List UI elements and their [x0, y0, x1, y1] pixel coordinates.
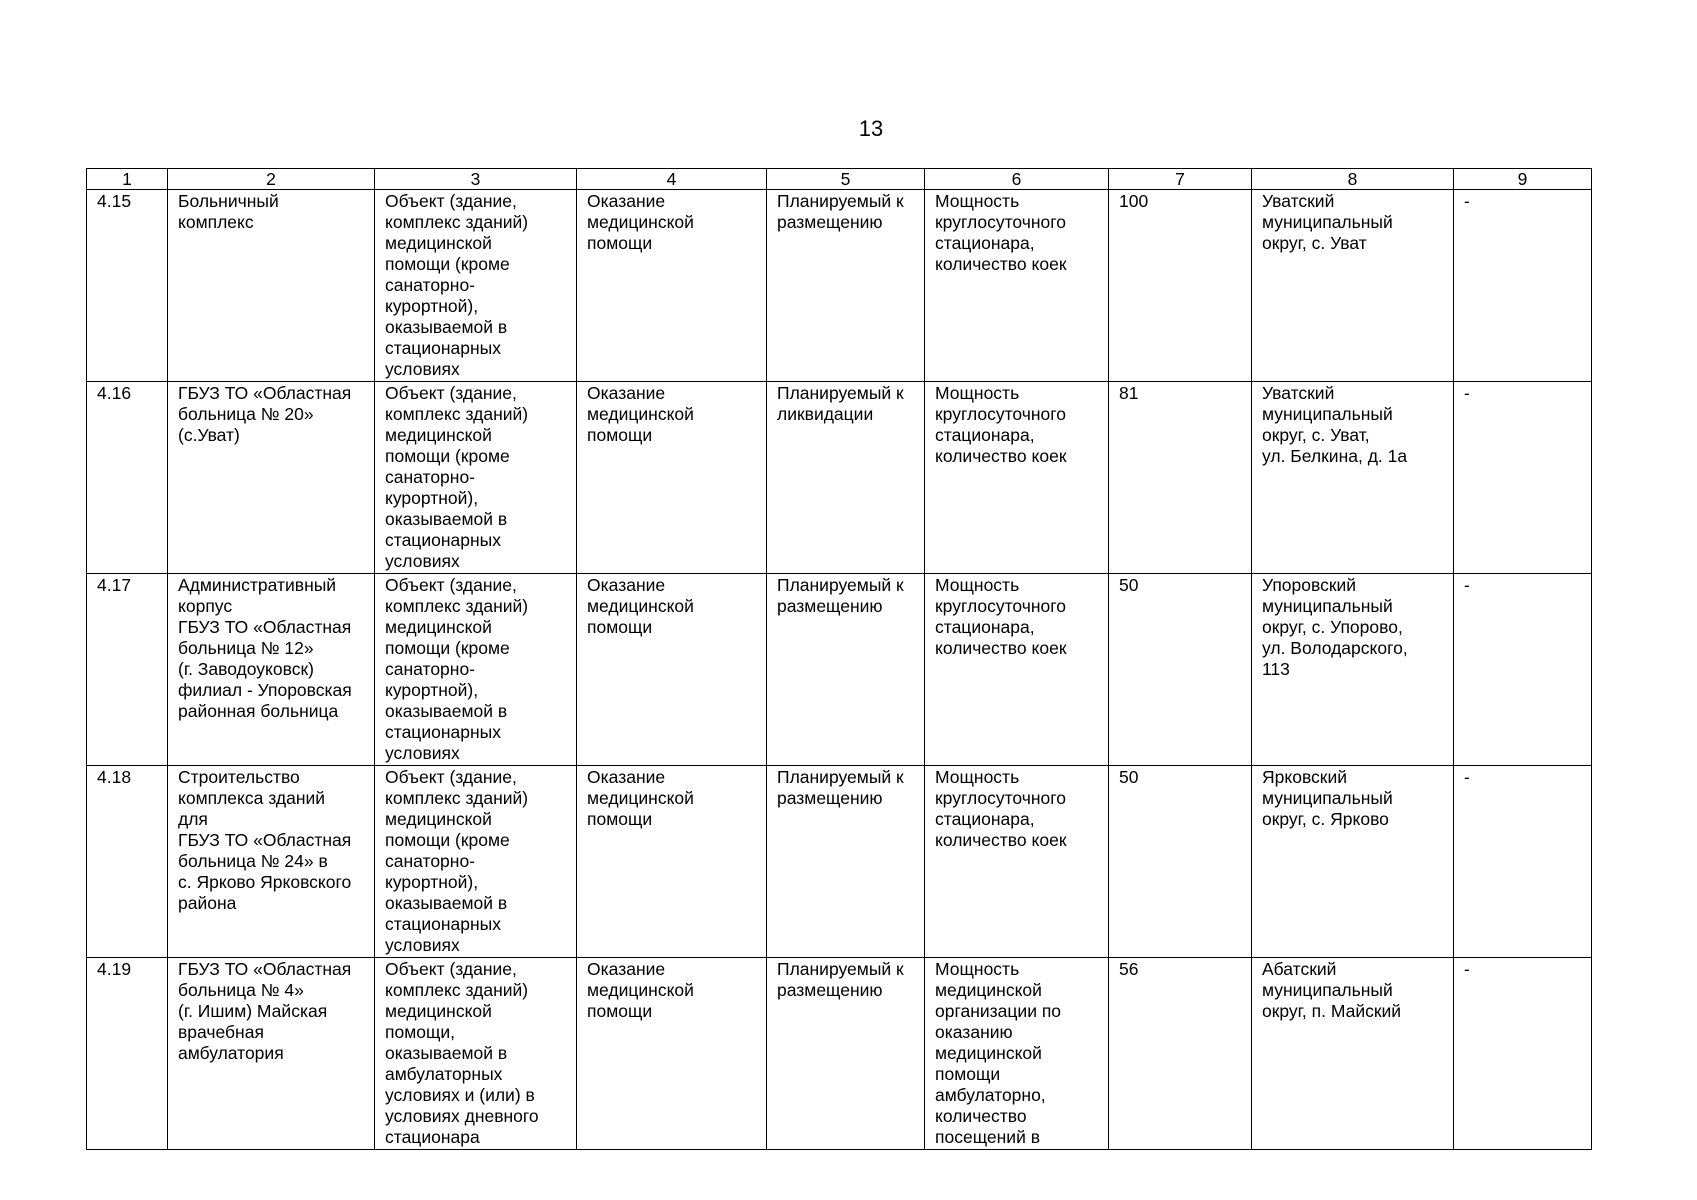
- column-header: 5: [767, 169, 925, 190]
- zone-cell: -: [1454, 766, 1592, 958]
- column-header: 1: [87, 169, 168, 190]
- object-type-cell: Объект (здание, комплекс зданий) медицинской помощи (кроме санаторно- курортной), оказываемой в стационарных условиях: [375, 766, 577, 958]
- header-row: [87, 169, 1592, 190]
- table-row: [87, 766, 1592, 958]
- status-cell: Планируемый к размещению: [767, 958, 925, 1150]
- column-header: 9: [1454, 169, 1592, 190]
- table-row: [87, 958, 1592, 1150]
- purpose-cell: Оказание медицинской помощи: [577, 958, 767, 1150]
- column-header: 6: [925, 169, 1109, 190]
- object-type-cell: Объект (здание, комплекс зданий) медицинской помощи (кроме санаторно- курортной), оказываемой в стационарных условиях: [375, 574, 577, 766]
- characteristic-cell: Мощность круглосуточного стационара, количество коек: [925, 190, 1109, 382]
- zone-cell: -: [1454, 190, 1592, 382]
- purpose-cell: Оказание медицинской помощи: [577, 382, 767, 574]
- object-type-cell: Объект (здание, комплекс зданий) медицинской помощи (кроме санаторно- курортной), оказываемой в стационарных условиях: [375, 382, 577, 574]
- object-name-cell: ГБУЗ ТО «Областная больница № 20» (с.Уват): [168, 382, 375, 574]
- zone-cell: -: [1454, 958, 1592, 1150]
- value-cell: 50: [1109, 574, 1252, 766]
- purpose-cell: Оказание медицинской помощи: [577, 766, 767, 958]
- characteristic-cell: Мощность круглосуточного стационара, количество коек: [925, 574, 1109, 766]
- column-header: 7: [1109, 169, 1252, 190]
- row-number-cell: 4.16: [87, 382, 168, 574]
- purpose-cell: Оказание медицинской помощи: [577, 190, 767, 382]
- table-row: [87, 190, 1592, 382]
- column-header: 2: [168, 169, 375, 190]
- object-type-cell: Объект (здание, комплекс зданий) медицинской помощи (кроме санаторно- курортной), оказываемой в стационарных условиях: [375, 190, 577, 382]
- object-name-cell: Больничный комплекс: [168, 190, 375, 382]
- value-cell: 100: [1109, 190, 1252, 382]
- status-cell: Планируемый к размещению: [767, 190, 925, 382]
- column-header: 3: [375, 169, 577, 190]
- page-number: 13: [858, 116, 884, 141]
- table-row: [87, 382, 1592, 574]
- row-number-cell: 4.18: [87, 766, 168, 958]
- row-number-cell: 4.15: [87, 190, 168, 382]
- value-cell: 50: [1109, 766, 1252, 958]
- zone-cell: -: [1454, 382, 1592, 574]
- column-header: 8: [1252, 169, 1454, 190]
- status-cell: Планируемый к ликвидации: [767, 382, 925, 574]
- characteristic-cell: Мощность круглосуточного стационара, количество коек: [925, 382, 1109, 574]
- row-number-cell: 4.17: [87, 574, 168, 766]
- location-cell: Ярковский муниципальный округ, с. Ярково: [1252, 766, 1454, 958]
- value-cell: 56: [1109, 958, 1252, 1150]
- location-cell: Уватский муниципальный округ, с. Уват: [1252, 190, 1454, 382]
- status-cell: Планируемый к размещению: [767, 574, 925, 766]
- row-number-cell: 4.19: [87, 958, 168, 1150]
- location-cell: Абатский муниципальный округ, п. Майский: [1252, 958, 1454, 1150]
- zone-cell: -: [1454, 574, 1592, 766]
- status-cell: Планируемый к размещению: [767, 766, 925, 958]
- column-header: 4: [577, 169, 767, 190]
- table-row: [87, 574, 1592, 766]
- location-cell: Уватский муниципальный округ, с. Уват, ул. Белкина, д. 1а: [1252, 382, 1454, 574]
- object-name-cell: Строительство комплекса зданий для ГБУЗ ТО «Областная больница № 24» в с. Ярково Ярковского района: [168, 766, 375, 958]
- value-cell: 81: [1109, 382, 1252, 574]
- purpose-cell: Оказание медицинской помощи: [577, 574, 767, 766]
- object-name-cell: Административный корпус ГБУЗ ТО «Областная больница № 12» (г. Заводоуковск) филиал - Упоровская районная больница: [168, 574, 375, 766]
- object-type-cell: Объект (здание, комплекс зданий) медицинской помощи, оказываемой в амбулаторных условиях и (или) в условиях дневного стационара: [375, 958, 577, 1150]
- object-name-cell: ГБУЗ ТО «Областная больница № 4» (г. Ишим) Майская врачебная амбулатория: [168, 958, 375, 1150]
- characteristic-cell: Мощность медицинской организации по оказанию медицинской помощи амбулаторно, количество посещений в: [925, 958, 1109, 1150]
- characteristic-cell: Мощность круглосуточного стационара, количество коек: [925, 766, 1109, 958]
- register-table: [86, 168, 1592, 1150]
- location-cell: Упоровский муниципальный округ, с. Упорово, ул. Володарского, 113: [1252, 574, 1454, 766]
